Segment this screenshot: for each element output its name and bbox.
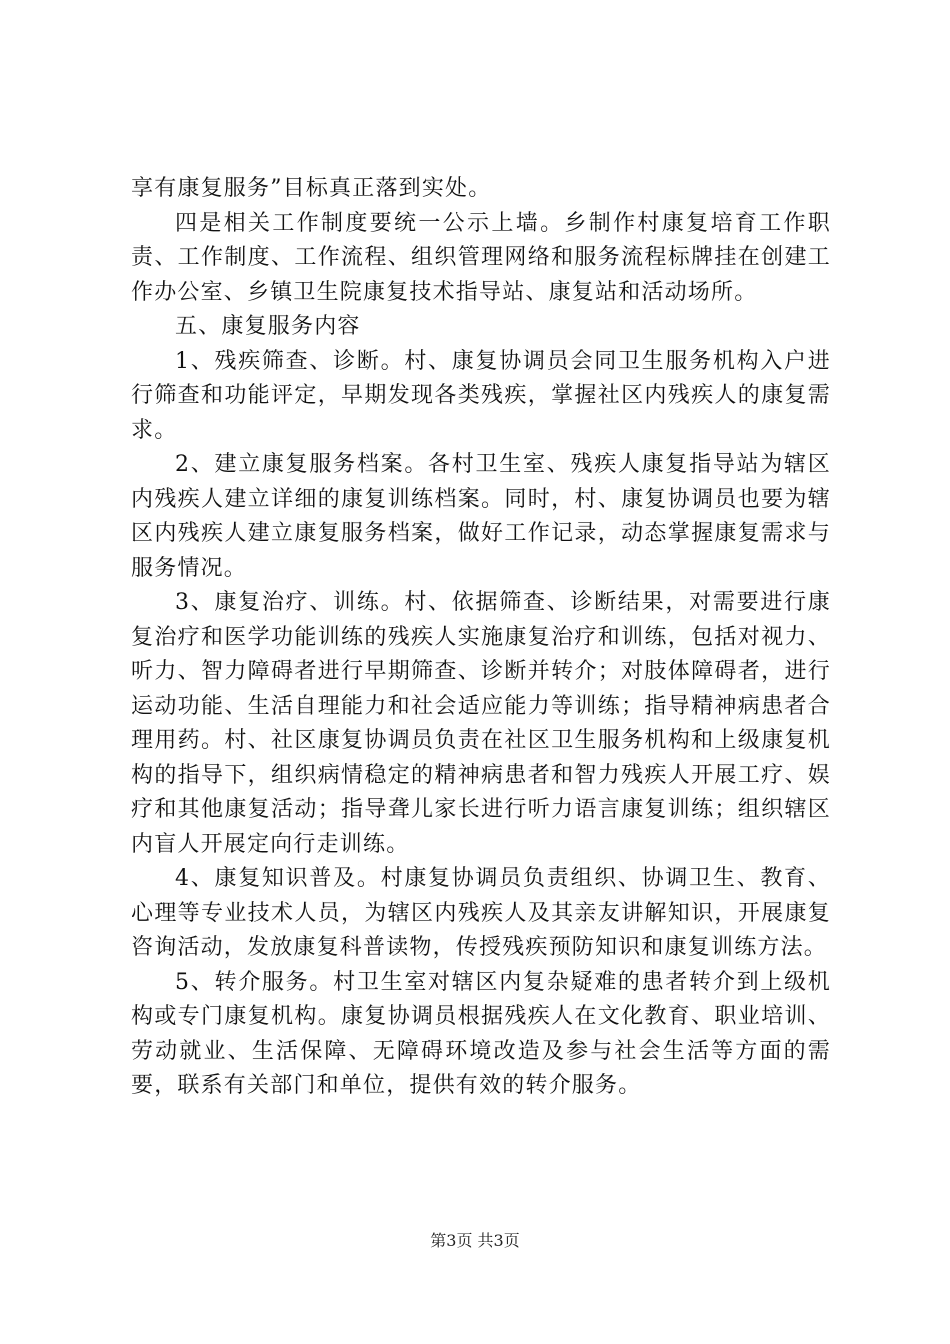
paragraph-item-3: 3、康复治疗、训练。村、依据筛查、诊断结果，对需要进行康复治疗和医学功能训练的残疾人实施康复治疗和训练，包括对视力、听力、智力障碍者进行早期筛查、诊断并转介；对肢体障碍者，进行运动功能、生活自理能力和社会适应能力等训练；指导精神病患者合理用药。村、社区康复协调员负责在社区卫生服务机构和上级康复机构的指导下，组织病情稳定的精神病患者和智力残疾人开展工疗、娱疗和其他康复活动；指导聋儿家长进行听力语言康复训练；组织辖区内盲人开展定向行走训练。	[131, 590, 831, 857]
paragraph-item-2: 2、建立康复服务档案。各村卫生室、残疾人康复指导站为辖区内残疾人建立详细的康复训练档案。同时，村、康复协调员也要为辖区内残疾人建立康复服务档案，做好工作记录，动态掌握康复需求与服务情况。	[131, 452, 831, 581]
page-number-footer: 第3页 共3页	[430, 1231, 520, 1250]
paragraph-item-1: 1、残疾筛查、诊断。村、康复协调员会同卫生服务机构入户进行筛查和功能评定，早期发现各类残疾，掌握社区内残疾人的康复需求。	[131, 348, 831, 443]
paragraph-item-5: 5、转介服务。村卫生室对辖区内复杂疑难的患者转介到上级机构或专门康复机构。康复协调员根据残疾人在文化教育、职业培训、劳动就业、生活保障、无障碍环境改造及参与社会生活等方面的需要，联系有关部门和单位，提供有效的转介服务。	[131, 969, 831, 1098]
paragraph-continuation: 享有康复服务”目标真正落到实处。	[131, 176, 492, 201]
document-body	[131, 172, 831, 1104]
paragraph-item-4: 4、康复知识普及。村康复协调员负责组织、协调卫生、教育、心理等专业技术人员，为辖区内残疾人及其亲友讲解知识，开展康复咨询活动，发放康复科普读物，传授残疾预防知识和康复训练方法。	[131, 866, 831, 960]
section-heading-five: 五、康复服务内容	[175, 314, 361, 339]
paragraph-section-four: 四是相关工作制度要统一公示上墙。乡制作村康复培育工作职责、工作制度、工作流程、组织管理网络和服务流程标牌挂在创建工作办公室、乡镇卫生院康复技术指导站、康复站和活动场所。	[131, 210, 831, 305]
